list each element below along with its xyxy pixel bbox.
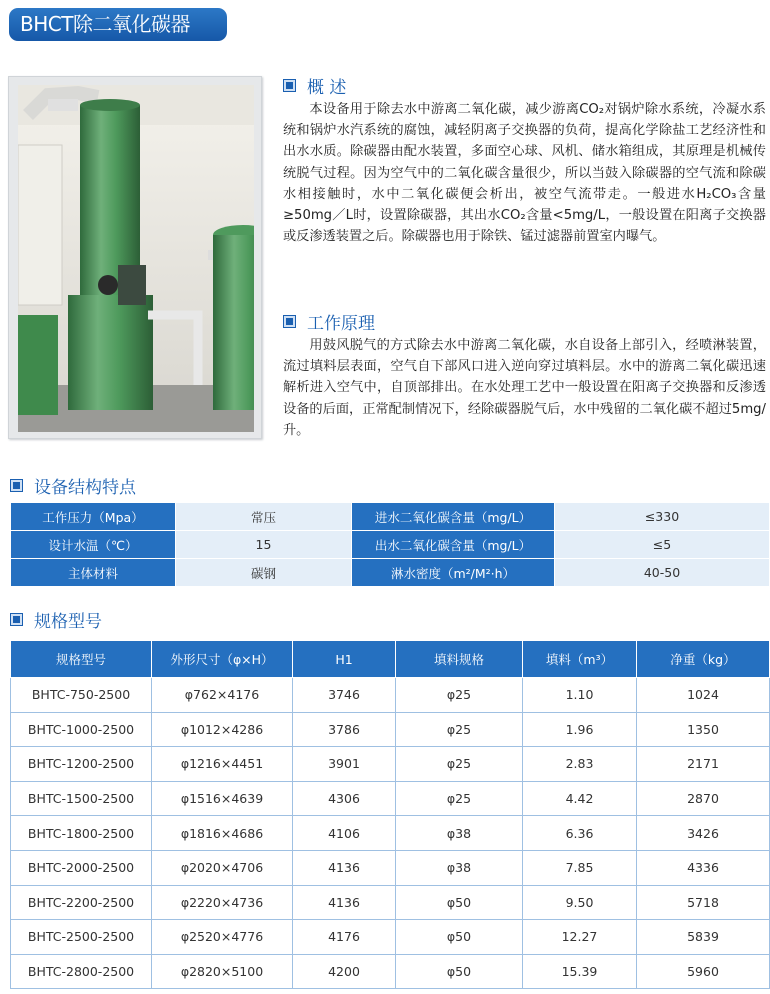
feature-label: 进水二氧化碳含量（mg/L） — [352, 503, 555, 531]
table-cell: BHTC-2000-2500 — [11, 850, 152, 885]
table-cell: φ2820×5100 — [152, 954, 293, 989]
features-heading-text: 设备结构特点 — [34, 478, 136, 498]
column-header: H1 — [293, 641, 396, 678]
table-cell: φ25 — [396, 678, 523, 713]
table-cell: 3901 — [293, 747, 396, 782]
table-cell: 4106 — [293, 816, 396, 851]
table-cell: φ50 — [396, 954, 523, 989]
features-table — [10, 502, 770, 587]
principle-heading — [284, 309, 375, 334]
page-title: BHCT除二氧化碳器 — [9, 8, 227, 41]
column-header: 规格型号 — [11, 641, 152, 678]
table-cell: φ1516×4639 — [152, 781, 293, 816]
principle-paragraph: 用鼓风脱气的方式除去水中游离二氧化碳，水自设备上部引入，经喷淋装置，流过填料层表面，空气自下部风口进入逆向穿过填料层。水中的游离二氧化碳迅速解析进入空气中，自顶部排出。在水处理工艺中一般设置在阳离子交换器和反渗透设备的后面，正常配制情况下，经除碳器脱气后，水中残留的二氧化碳不超过5mg/升。 — [283, 338, 766, 438]
table-cell: 4336 — [637, 850, 770, 885]
overview-paragraph: 本设备用于除去水中游离二氧化碳，减少游离CO₂对锅炉除水系统，冷凝水系统和锅炉水汽系统的腐蚀，减轻阴离子交换器的负荷，提高化学除盐工艺经济性和出水水质。除碳器由配水装置，多面空心球、风机、储水箱组成，其原理是机械传统脱气过程。因为空气中的二氧化碳含量很少，所以当鼓入除碳器的空气流和除碳水相接触时，水中二氧化碳便会析出，被空气流带走。一般进水H₂CO₃含量≥50mg／L时，设置除碳器，其出水CO₂含量<5mg/L，一般设置在阳离子交换器或反渗透装置之后。除碳器也用于除铁、锰过滤器前置室内曝气。 — [283, 102, 766, 245]
table-cell: 9.50 — [523, 885, 637, 920]
section-square-icon — [284, 316, 295, 327]
feature-value: 常压 — [176, 503, 352, 531]
table-cell: 2171 — [637, 747, 770, 782]
table-row — [11, 885, 770, 920]
table-cell: 4200 — [293, 954, 396, 989]
table-cell: BHTC-1000-2500 — [11, 712, 152, 747]
table-cell: BHTC-1500-2500 — [11, 781, 152, 816]
table-cell: BHTC-1200-2500 — [11, 747, 152, 782]
table-cell: 15.39 — [523, 954, 637, 989]
table-cell: 3746 — [293, 678, 396, 713]
table-row — [11, 712, 770, 747]
table-cell: 1.96 — [523, 712, 637, 747]
table-cell: 1350 — [637, 712, 770, 747]
table-cell: φ2220×4736 — [152, 885, 293, 920]
table-cell: 4136 — [293, 885, 396, 920]
feature-label: 设计水温（℃） — [11, 531, 176, 559]
column-header: 外形尺寸（φ×H） — [152, 641, 293, 678]
table-cell: φ1216×4451 — [152, 747, 293, 782]
section-square-icon — [11, 614, 22, 625]
table-cell: 6.36 — [523, 816, 637, 851]
overview-heading — [284, 73, 346, 98]
decarbonator-illustration — [18, 85, 254, 432]
column-header: 净重（kg） — [637, 641, 770, 678]
feature-value: 碳钢 — [176, 559, 352, 587]
table-cell: φ25 — [396, 781, 523, 816]
principle-heading-text: 工作原理 — [307, 314, 375, 334]
table-cell: 5960 — [637, 954, 770, 989]
table-cell: 3786 — [293, 712, 396, 747]
table-cell: 2.83 — [523, 747, 637, 782]
section-square-icon — [284, 80, 295, 91]
table-cell: BHTC-2200-2500 — [11, 885, 152, 920]
table-cell: 5839 — [637, 920, 770, 955]
specs-table — [10, 640, 770, 989]
feature-label: 出水二氧化碳含量（mg/L） — [352, 531, 555, 559]
table-cell: φ25 — [396, 747, 523, 782]
table-cell: φ2020×4706 — [152, 850, 293, 885]
table-row — [11, 678, 770, 713]
table-cell: 4306 — [293, 781, 396, 816]
table-row — [11, 503, 770, 531]
table-cell: 7.85 — [523, 850, 637, 885]
equipment-photo — [8, 76, 262, 439]
table-row — [11, 559, 770, 587]
feature-value: ≤5 — [555, 531, 770, 559]
table-row — [11, 747, 770, 782]
table-cell: 5718 — [637, 885, 770, 920]
table-cell: 12.27 — [523, 920, 637, 955]
table-row — [11, 531, 770, 559]
section-square-icon — [11, 480, 22, 491]
table-cell: 3426 — [637, 816, 770, 851]
table-cell: 4136 — [293, 850, 396, 885]
features-heading — [11, 473, 136, 498]
table-cell: φ50 — [396, 885, 523, 920]
table-cell: 4176 — [293, 920, 396, 955]
feature-value: 15 — [176, 531, 352, 559]
feature-label: 淋水密度（m²/M²·h） — [352, 559, 555, 587]
table-cell: BHTC-2800-2500 — [11, 954, 152, 989]
table-row — [11, 850, 770, 885]
table-cell: BHTC-1800-2500 — [11, 816, 152, 851]
table-cell: φ38 — [396, 816, 523, 851]
specs-heading — [11, 607, 102, 632]
column-header: 填料规格 — [396, 641, 523, 678]
table-row — [11, 816, 770, 851]
table-cell: φ2520×4776 — [152, 920, 293, 955]
table-cell: φ762×4176 — [152, 678, 293, 713]
feature-value: ≤330 — [555, 503, 770, 531]
table-cell: 1.10 — [523, 678, 637, 713]
overview-heading-text: 概 述 — [307, 78, 347, 98]
feature-label: 工作压力（Mpa） — [11, 503, 176, 531]
table-cell: φ50 — [396, 920, 523, 955]
table-row — [11, 781, 770, 816]
table-cell: BHTC-2500-2500 — [11, 920, 152, 955]
table-cell: BHTC-750-2500 — [11, 678, 152, 713]
table-cell: φ1816×4686 — [152, 816, 293, 851]
table-cell: φ25 — [396, 712, 523, 747]
table-row — [11, 954, 770, 989]
column-header: 填料（m³） — [523, 641, 637, 678]
table-cell: 2870 — [637, 781, 770, 816]
table-header-row — [11, 641, 770, 678]
feature-label: 主体材料 — [11, 559, 176, 587]
table-cell: 1024 — [637, 678, 770, 713]
table-cell: 4.42 — [523, 781, 637, 816]
feature-value: 40-50 — [555, 559, 770, 587]
specs-heading-text: 规格型号 — [34, 612, 102, 632]
table-cell: φ1012×4286 — [152, 712, 293, 747]
table-cell: φ38 — [396, 850, 523, 885]
table-row — [11, 920, 770, 955]
